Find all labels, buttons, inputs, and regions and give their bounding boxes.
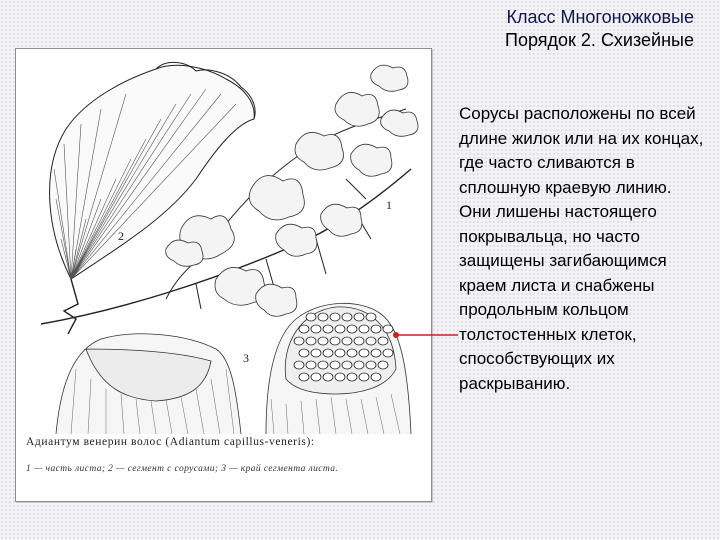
sorus-cell <box>378 337 388 345</box>
sorus-cell <box>323 373 333 381</box>
sorus-cell <box>323 349 333 357</box>
sorus-cell <box>294 361 304 369</box>
sorus-cell <box>342 337 352 345</box>
sorus-cell <box>371 349 381 357</box>
sorus-cell <box>306 337 316 345</box>
sorus-cell <box>311 373 321 381</box>
sorus-cell <box>347 349 357 357</box>
sorus-cell <box>366 337 376 345</box>
sorus-cell <box>366 313 376 321</box>
sorus-cell <box>354 313 364 321</box>
sorus-cell <box>359 325 369 333</box>
description-p1-rest: расположены по всей длине жилок или на их концах, где часто сливаются в сплошную краевую линию. <box>459 104 704 197</box>
sorus-cell <box>383 325 393 333</box>
botanical-figure <box>15 48 432 502</box>
sorus-cell <box>335 325 345 333</box>
description-paragraph-1 <box>459 102 709 200</box>
slide-title <box>505 6 694 52</box>
sorus-cell <box>306 313 316 321</box>
sorus-cell <box>347 325 357 333</box>
order-title: Порядок 2. Схизейные <box>505 30 694 50</box>
sorus-cell <box>330 313 340 321</box>
label-1: 1 <box>386 198 392 212</box>
sorus-cell <box>378 361 388 369</box>
sorus-cell <box>347 373 357 381</box>
sorus-cell <box>335 373 345 381</box>
figure-legend: 1 — часть листа; 2 — сегмент с сорусами; 3 — край сегмента листа. <box>26 464 339 474</box>
sorus-cell <box>330 337 340 345</box>
figure-caption: Адиантум венерин волос (Adiantum capillus-veneris): <box>26 436 315 448</box>
sorus-cell <box>294 337 304 345</box>
sorus-cell <box>366 361 376 369</box>
label-3: 3 <box>243 351 249 365</box>
sorus-cell <box>371 373 381 381</box>
sorus-cell <box>311 325 321 333</box>
sorus-cell <box>299 373 309 381</box>
class-title: Класс Многоножковые <box>506 7 694 27</box>
description-paragraph-2: Они лишены настоящего покрывальца, но часто защищены загибающимся краем листа и снабжены продольным кольцом толстостенных клеток, способствующих их раскрыванию. <box>459 202 667 393</box>
sorus-cell <box>342 313 352 321</box>
sorus-cell <box>359 373 369 381</box>
sorus-cell <box>354 361 364 369</box>
sorus-cell <box>359 349 369 357</box>
sorus-cell <box>318 313 328 321</box>
sori-term: Сорусы <box>459 104 520 123</box>
sorus-cell <box>383 349 393 357</box>
label-2: 2 <box>118 229 124 243</box>
sorus-cell <box>335 349 345 357</box>
sorus-cell <box>299 349 309 357</box>
sorus-cell <box>323 325 333 333</box>
sorus-cell <box>318 361 328 369</box>
sorus-cell <box>330 361 340 369</box>
sorus-cell <box>342 361 352 369</box>
sorus-cell <box>311 349 321 357</box>
sorus-cell <box>354 337 364 345</box>
fern-illustration <box>16 49 431 501</box>
sorus-cell <box>299 325 309 333</box>
sorus-cell <box>306 361 316 369</box>
description-text <box>459 102 709 396</box>
sorus-cell <box>318 337 328 345</box>
sorus-cell <box>371 325 381 333</box>
